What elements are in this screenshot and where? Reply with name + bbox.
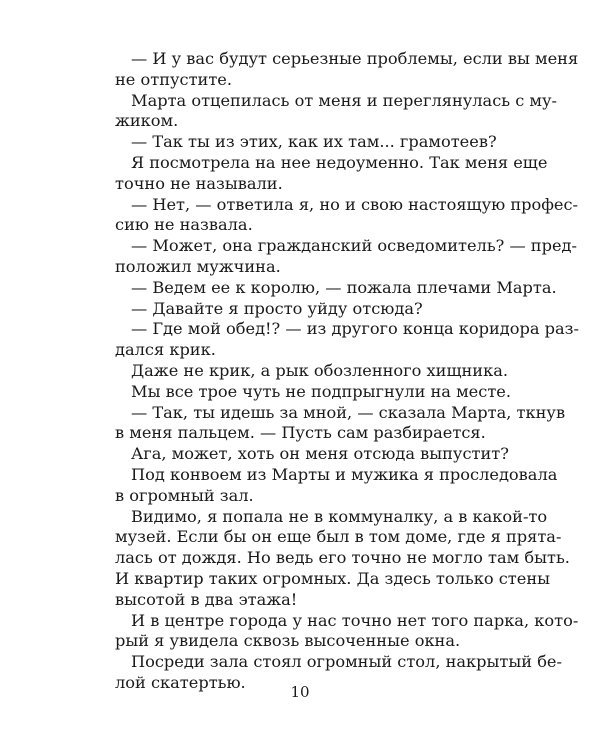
text-line: И в центре города у нас точно нет того парка, кото- bbox=[131, 610, 579, 630]
text-line: Посреди зала стоял огромный стол, накрытый бе- bbox=[131, 652, 562, 672]
text-line: — Может, она гражданский осведомитель? — пред- bbox=[131, 236, 577, 256]
text-line: Ага, может, хоть он меня отсюда выпустит? bbox=[131, 444, 509, 464]
text-line: Видимо, я попала не в коммуналку, а в какой-то bbox=[131, 506, 548, 526]
paragraph bbox=[115, 360, 509, 382]
text-line: музей. Если бы он еще был в том доме, где я прята- bbox=[115, 527, 562, 547]
text-line: высотой в два этажа! bbox=[115, 589, 298, 609]
text-line: жиком. bbox=[115, 111, 179, 131]
text-line: лась от дождя. Но ведь его точно не могло там быть. bbox=[115, 548, 570, 568]
text-line: Даже не крик, а рык обозленного хищника. bbox=[131, 360, 509, 380]
page-number: 10 bbox=[290, 683, 310, 701]
text-line: — Ведем ее к королю, — пожала плечами Марта. bbox=[131, 277, 557, 297]
text-line: лой скатертью. bbox=[115, 672, 246, 692]
body-text bbox=[115, 49, 579, 694]
paragraph bbox=[115, 90, 558, 133]
text-line: дался крик. bbox=[115, 340, 216, 360]
text-line: — Так ты из этих, как их там... грамотеев? bbox=[131, 132, 497, 152]
text-line: в меня пальцем. — Пусть сам разбирается. bbox=[115, 423, 486, 443]
paragraph bbox=[115, 610, 579, 653]
paragraph bbox=[115, 299, 498, 320]
text-line: — Так, ты идешь за мной, — сказала Марта, ткнув bbox=[131, 402, 566, 422]
text-line: Мы все трое чуть не подпрыгнули на месте. bbox=[131, 381, 512, 401]
text-line: сию не назвала. bbox=[115, 215, 253, 235]
paragraph bbox=[115, 49, 579, 91]
paragraph bbox=[115, 381, 512, 403]
text-line: — Где мой обед!? — из другого конца коридора раз- bbox=[131, 319, 579, 339]
text-line: точно не называли. bbox=[115, 173, 283, 193]
text-line: рый я увидела сквозь высоченные окна. bbox=[115, 631, 461, 651]
paragraph bbox=[115, 444, 509, 465]
text-line: — Давайте я просто уйду отсюда? bbox=[131, 298, 423, 318]
paragraph bbox=[115, 402, 566, 445]
text-line: И квартир таких огромных. Да здесь только стены bbox=[115, 568, 550, 588]
text-line: — Нет, — ответила я, но и свою настоящую профес- bbox=[131, 194, 579, 214]
text-line: — И у вас будут серьезные проблемы, если вы меня bbox=[131, 49, 579, 68]
paragraph bbox=[115, 464, 558, 507]
paragraph bbox=[115, 506, 570, 611]
text-line: Марта отцепилась от меня и переглянулась с му- bbox=[131, 90, 558, 110]
paragraph bbox=[115, 194, 579, 237]
paragraph bbox=[115, 152, 548, 195]
paragraph bbox=[115, 236, 577, 278]
paragraph bbox=[115, 132, 498, 153]
text-line: не отпустите. bbox=[115, 69, 233, 89]
text-line: Я посмотрела на нее недоуменно. Так меня еще bbox=[131, 152, 548, 172]
paragraph bbox=[115, 277, 557, 299]
paragraph bbox=[115, 319, 579, 361]
text-line: положил мужчина. bbox=[115, 256, 281, 276]
text-line: Под конвоем из Марты и мужика я проследовала bbox=[131, 464, 558, 484]
text-line: в огромный зал. bbox=[115, 485, 254, 505]
